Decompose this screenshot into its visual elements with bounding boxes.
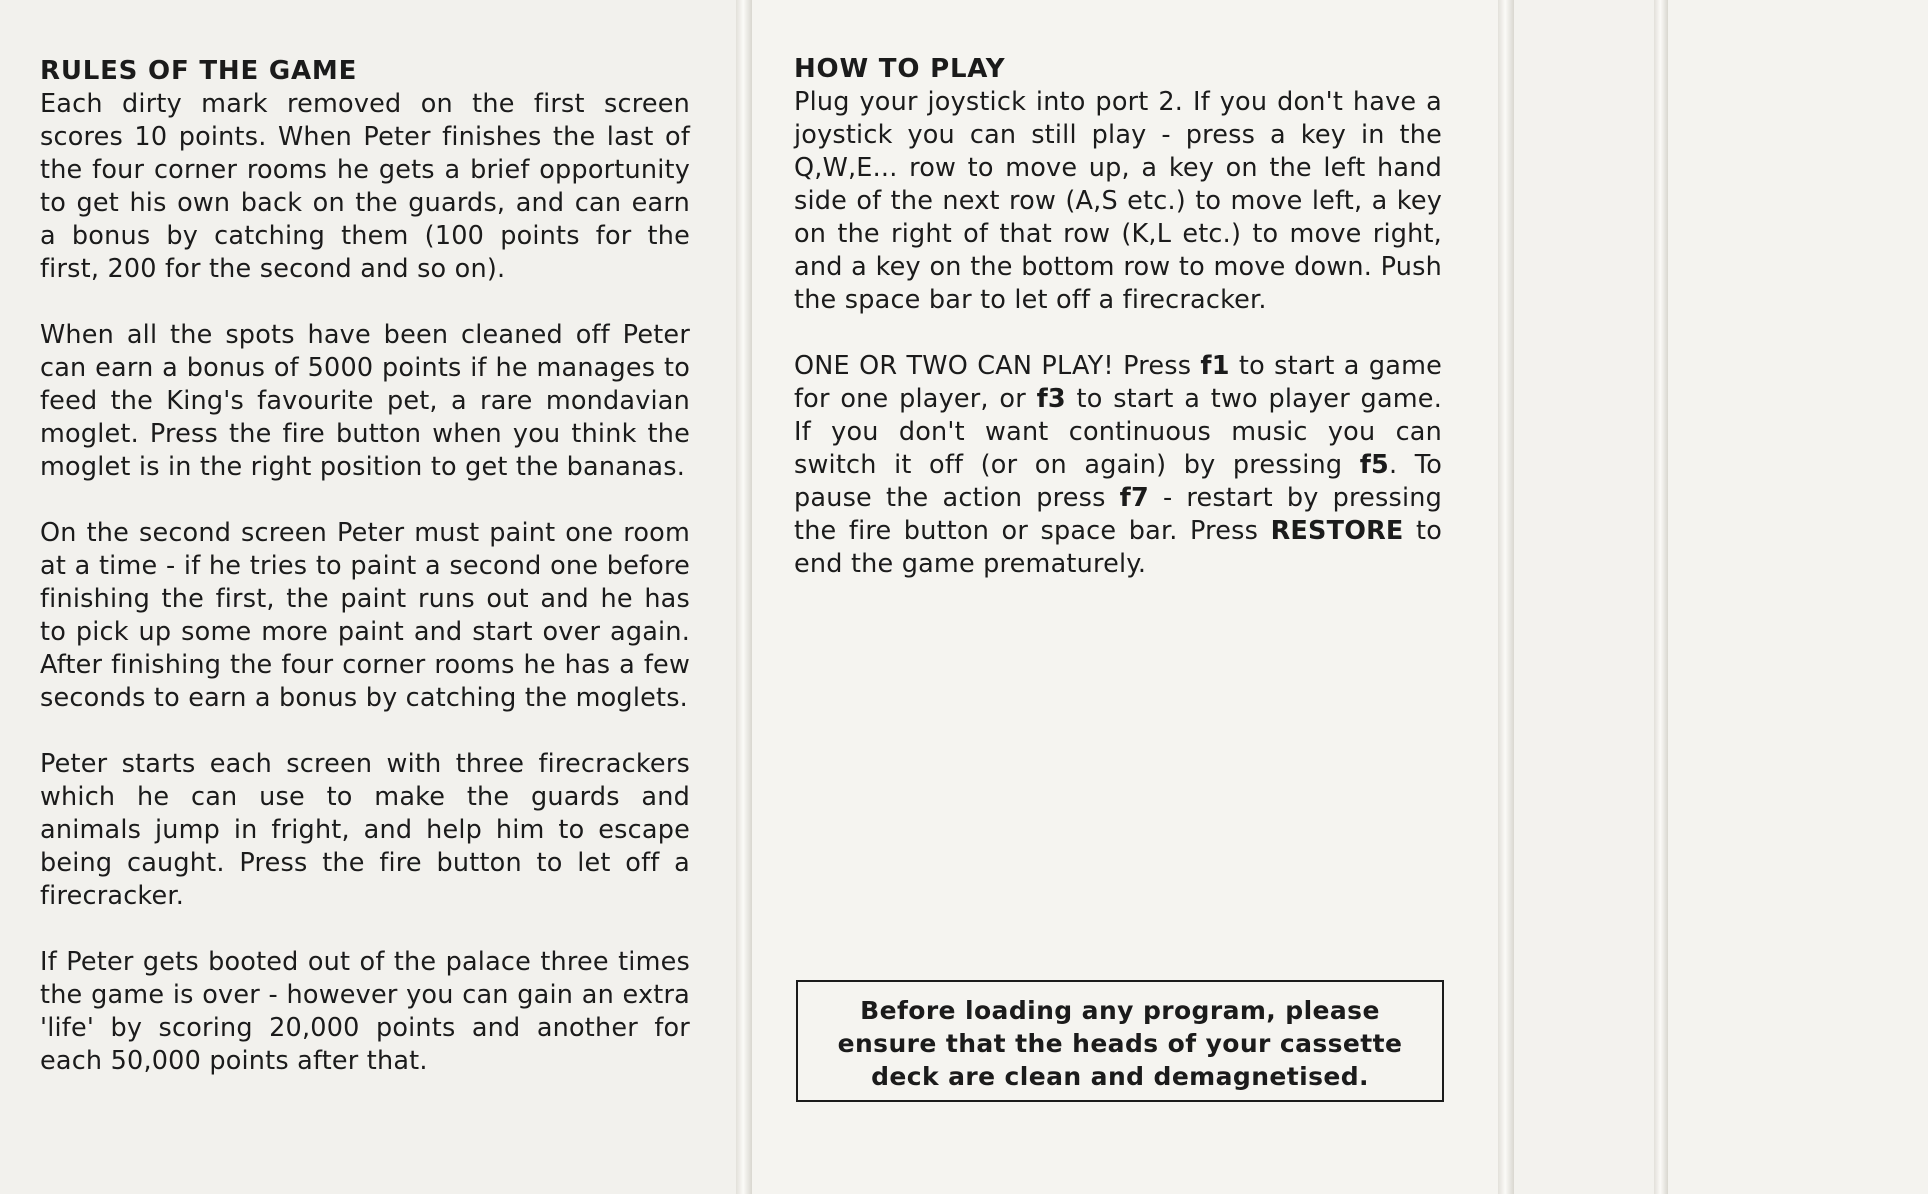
players-paragraph bbox=[794, 350, 1442, 581]
players-text: . To pause the action press bbox=[794, 450, 1443, 513]
how-to-play-section bbox=[794, 52, 1442, 581]
key-f5: f5 bbox=[1359, 450, 1389, 480]
notice-text: Before loading any program, please ensure that the heads of your cassette deck are clean and demagnetised. bbox=[837, 996, 1403, 1091]
how-to-play-heading: HOW TO PLAY bbox=[794, 54, 1006, 84]
rules-paragraph: When all the spots have been cleaned off Peter can earn a bonus of 5000 points if he manages to feed the King's favourite pet, a rare mondavian moglet. Press the fire button when you think the moglet is in the right position to get the bananas. bbox=[40, 320, 690, 482]
rules-section bbox=[40, 54, 690, 1078]
rules-paragraph: On the second screen Peter must paint one room at a time - if he tries to paint a second one before finishing the first, the paint runs out and he has to pick up some more paint and start over again. After finishing the four corner rooms he has a few seconds to earn a bonus by catching the moglets. bbox=[40, 518, 690, 713]
fold-crease bbox=[736, 0, 752, 1194]
flap-panel bbox=[1668, 0, 1928, 1194]
key-f7: f7 bbox=[1119, 483, 1149, 513]
spine-panel bbox=[1514, 0, 1654, 1194]
players-text: to start a two player game. If you don't want continuous music you can switch it off (or on again) by pressing bbox=[794, 384, 1442, 480]
fold-crease bbox=[1498, 0, 1514, 1194]
controls-paragraph: Plug your joystick into port 2. If you don't have a joystick you can still play - press a key in the Q,W,E... row to move up, a key on the left hand side of the next row (A,S etc.) to move left, a key on the right of that row (K,L etc.) to move right, and a key on the bottom row to move down. Push the space bar to let off a firecracker. bbox=[794, 87, 1442, 315]
rules-paragraph: Peter starts each screen with three firecrackers which he can use to make the guards and animals jump in fright, and help him to escape being caught. Press the fire button to let off a firecracker. bbox=[40, 749, 690, 911]
rules-heading: RULES OF THE GAME bbox=[40, 56, 358, 86]
players-text: - restart by pressing the fire button or space bar. Press bbox=[794, 483, 1443, 546]
rules-paragraph: Each dirty mark removed on the first screen scores 10 points. When Peter finishes the last of the four corner rooms he gets a brief opportunity to get his own back on the guards, and can earn a bonus by catching them (100 points for the first, 200 for the second and so on). bbox=[40, 89, 690, 284]
players-text: to start a game for one player, or bbox=[794, 351, 1442, 414]
fold-crease bbox=[1654, 0, 1668, 1194]
rules-paragraph: If Peter gets booted out of the palace three times the game is over - however you can gain an extra 'life' by scoring 20,000 points and another for each 50,000 points after that. bbox=[40, 947, 690, 1076]
key-restore: RESTORE bbox=[1270, 516, 1404, 546]
key-f1: f1 bbox=[1200, 351, 1230, 381]
players-text: to end the game prematurely. bbox=[794, 516, 1442, 579]
key-f3: f3 bbox=[1036, 384, 1066, 414]
cassette-notice-box bbox=[796, 980, 1444, 1102]
players-text: ONE OR TWO CAN PLAY! Press bbox=[794, 351, 1201, 381]
